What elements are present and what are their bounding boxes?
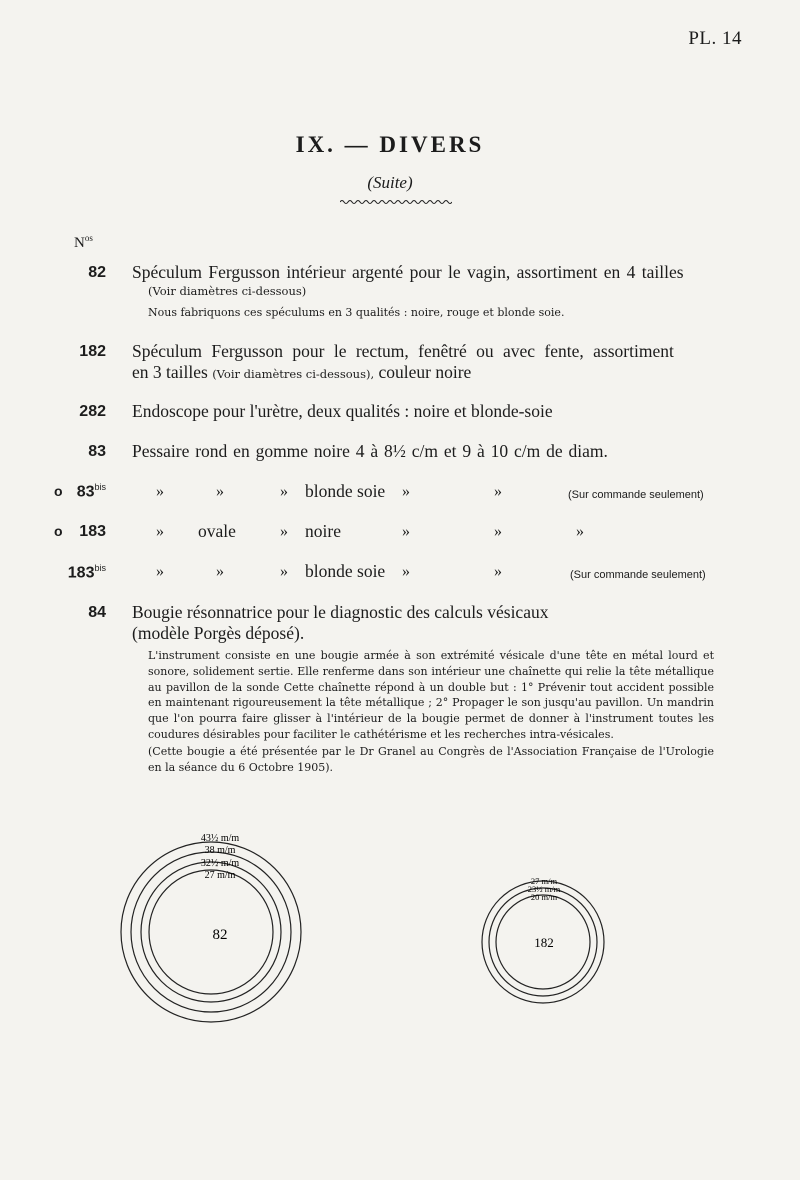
ditto-183bis-3: » <box>280 563 288 580</box>
item-number-83bis: $83^{bis}$ <box>76 482 106 501</box>
item-text-182-line2: en 3 tailles (Voir diamètres ci-dessous), couleur noire <box>132 362 472 382</box>
size-label-20-182: 20 m/m <box>530 892 558 902</box>
item-note-182: (Voir diamètres ci-dessous), <box>212 367 375 381</box>
order-note-83bis: (Sur commande seulement) <box>568 489 704 501</box>
item-footnote-84: (Cette bougie a été présentée par le Dr Granel au Congrès de l'Association Française de l'Urologie en la séance du 6 Octobre 1905). <box>148 745 714 774</box>
ditto-183bis-5: » <box>494 563 502 580</box>
wavy-divider <box>340 198 452 206</box>
numbers-heading: $N^{os}$ <box>74 233 93 251</box>
item-description-84: L'instrument consiste en une bougie armée à son extrémité vésicale d'une tête en métal lourd et sonore, solidement sertie. Elle renferme dans son intérieur une chaînette qui relie la tête métallique au pavillon de la sonde Cette chaînette répond à un double but : 1° Prévenir tout accident possible en maintenant rigoureusement la tête métallique ; 2° Propager le son jusqu'au pavillon. Un mandrin que l'on pourra faire glisser à l'intérieur de la bougie permet de donner à l'instrument toutes les coudures désirables pour faciliter le cathétérisme et les recherches intra-vésicales. <box>148 649 714 741</box>
size-label-27-182: 27 m/m <box>530 876 558 886</box>
plate-number: PL. 14 <box>688 28 742 49</box>
ditto-183-1: » <box>156 523 164 540</box>
item-text-83: Pessaire rond en gomme noire 4 à 8½ c/m et 9 à 10 c/m de diam. <box>132 441 608 461</box>
diagram-label-82: 82 <box>212 927 228 943</box>
ditto-83bis-3: » <box>280 483 288 500</box>
ditto-183bis-2: » <box>216 563 224 580</box>
ditto-83bis-5: » <box>494 483 502 500</box>
ditto-183-5: » <box>576 523 584 540</box>
section-subtitle: (Suite) <box>367 173 413 192</box>
item-note2-82: Nous fabriquons ces spéculums en 3 qualités : noire, rouge et blonde soie. <box>148 306 565 319</box>
item-text-182-line1: Spéculum Fergusson pour le rectum, fenêtré ou avec fente, assortiment <box>132 341 674 361</box>
shape-183: ovale <box>198 521 236 541</box>
item-number-82: 82 <box>88 264 106 281</box>
circle-27 <box>149 870 273 994</box>
ditto-183bis-1: » <box>156 563 164 580</box>
size-label-43-5: 43½ m/m <box>200 833 240 844</box>
ditto-183-3: » <box>402 523 410 540</box>
ditto-183bis-4: » <box>402 563 410 580</box>
item-text-82: Spéculum Fergusson intérieur argenté pour le vagin, assortiment en 4 tailles <box>132 262 684 282</box>
diameter-diagram-182 <box>476 868 616 1018</box>
size-label-32-5: 32½ m/m <box>200 858 240 869</box>
item-note-82: (Voir diamètres ci-dessous) <box>148 284 307 298</box>
ditto-83bis-4: » <box>402 483 410 500</box>
diagram-label-182: 182 <box>534 935 554 950</box>
ditto-83bis-1: » <box>156 483 164 500</box>
item-number-183: 183 <box>79 523 106 540</box>
size-label-27: 27 m/m <box>204 870 236 881</box>
size-label-23-5-182: 23½ m/m <box>527 884 561 894</box>
item-number-282: 282 <box>79 403 106 420</box>
bullet-83bis: o <box>54 483 63 499</box>
circle-32-5 <box>141 862 281 1002</box>
size-label-38: 38 m/m <box>204 845 236 856</box>
item-text-84-line1: Bougie résonnatrice pour le diagnostic des calculs vésicaux <box>132 602 549 622</box>
ditto-183-4: » <box>494 523 502 540</box>
material-183bis: blonde soie <box>305 561 386 581</box>
item-number-84: 84 <box>88 604 106 621</box>
diameter-diagram-82 <box>110 822 320 1042</box>
item-number-182: 182 <box>79 343 106 360</box>
section-title: IX. — DIVERS <box>295 132 485 157</box>
material-83bis: blonde soie <box>305 481 386 501</box>
item-text-282: Endoscope pour l'urètre, deux qualités : noire et blonde-soie <box>132 401 553 421</box>
ditto-83bis-2: » <box>216 483 224 500</box>
item-number-183bis: $183^{bis}$ <box>67 563 106 582</box>
bullet-183: o <box>54 523 63 539</box>
material-183: noire <box>305 521 341 541</box>
order-note-183bis: (Sur commande seulement) <box>570 569 706 581</box>
circle-43-5 <box>121 842 301 1022</box>
ditto-183-2: » <box>280 523 288 540</box>
item-text-84-line2: (modèle Porgès déposé). <box>132 623 305 643</box>
item-number-83: 83 <box>88 443 106 460</box>
